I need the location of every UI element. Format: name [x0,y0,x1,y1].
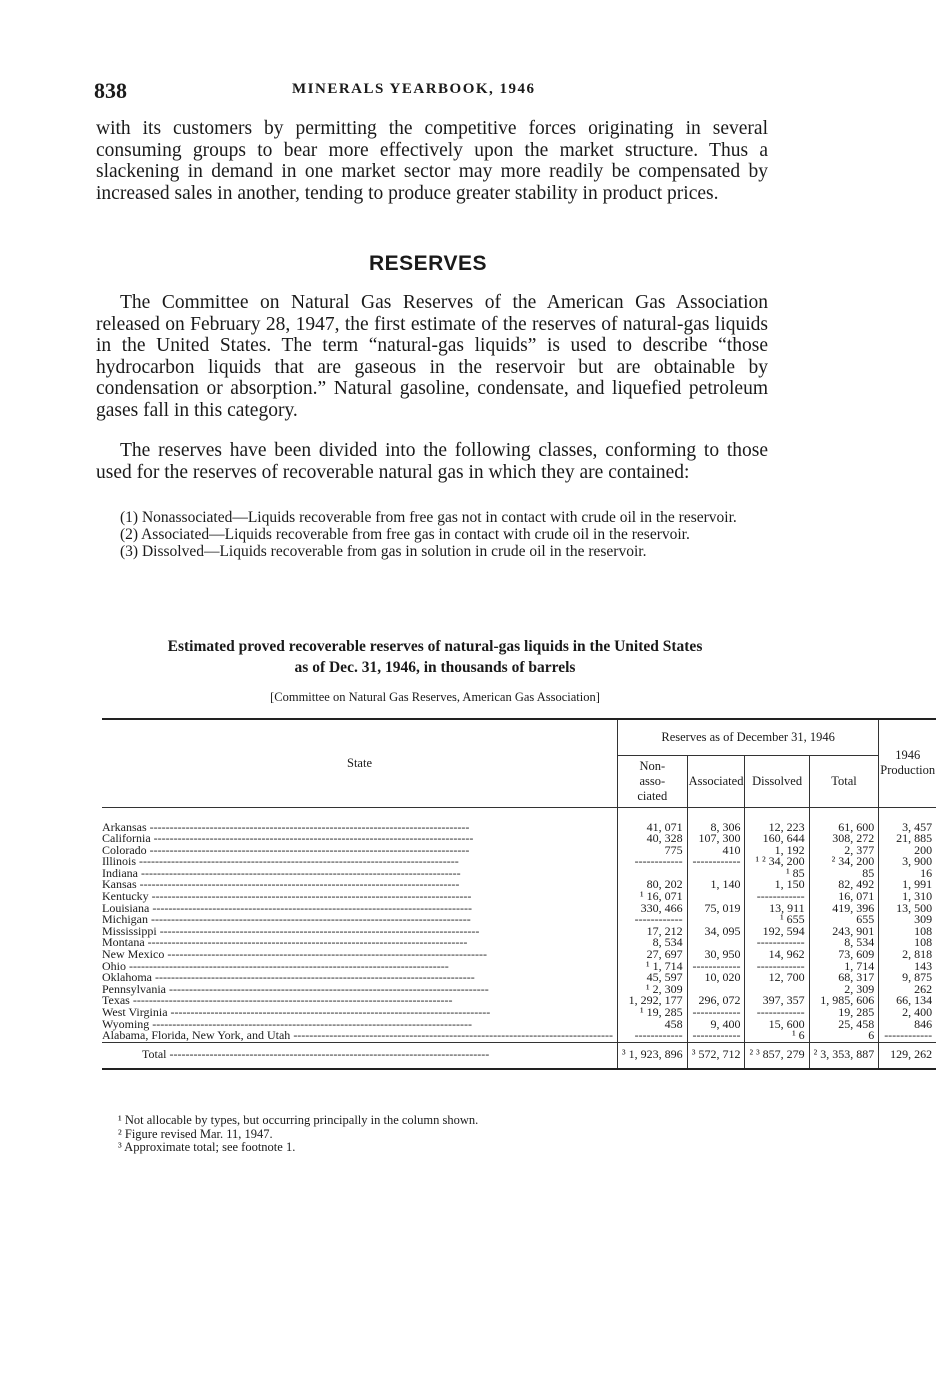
cell-nonassociated: 17, 212 [618,926,688,938]
cell-production: 1, 991 [879,879,936,891]
reserves-table [102,718,936,1070]
cell-total: 6 [809,1030,879,1042]
cell-state [102,807,618,833]
state-label: Kansas [102,877,137,892]
running-head: MINERALS YEARBOOK, 1946 [292,81,536,97]
class-item-nonassociated: (1) Nonassociated—Liquids recoverable from free gas not in contact with crude oil in the reservoir. [120,509,737,526]
state-label: Arkansas [102,819,147,834]
cell-dissolved: 12, 700 [745,972,809,984]
state-label: New Mexico [102,947,165,962]
dot-leader: -------------------------------------------------------------------------------- [167,1005,491,1019]
header-production-label: Production [880,763,936,778]
header-production [879,719,936,807]
cell-production: 108 [879,937,936,949]
dot-leader: -------------------------------------------------------------------------------- [149,900,473,915]
cell-total: 68, 317 [809,972,879,984]
dot-leader: -------------------------------------------------------------------------------- [148,912,471,927]
dot-leader: -------------------------------------------------------------------------------- [144,935,468,950]
table-title-line-1: Estimated proved recoverable reserves of natural-gas liquids in the United States [167,638,703,655]
dot-leader: -------------------------------------------------------------------------------- [136,854,459,869]
intro-paragraph: with its customers by permitting the competitive forces originating in several consuming groups to bear more effectively upon the market structure. Thus a slackening in demand in one market sector may more readily be compensated by increased sales in another, tending to produce greater stability in product prices. [96,118,768,204]
state-label: West Virginia [102,1005,168,1019]
table-source: [Committee on Natural Gas Reserves, American Gas Association] [270,690,600,704]
cell-production: 66, 134 [879,995,936,1007]
table-total-row [102,1042,936,1069]
cell-dissolved: ¹ ² 34, 200 [745,856,809,868]
table-body [102,807,936,1070]
cell-production: 108 [879,926,936,938]
cell-state [102,1030,618,1042]
state-label: Texas [102,993,130,1008]
cell-production: 846 [879,1019,936,1031]
cell-nonassociated: ------------ [618,1030,688,1042]
cell-nonassociated: 458 [618,1019,688,1031]
dot-leader: -------------------------------------------------------------------------------- [148,889,472,904]
table-bottom-rule-cell [102,1069,936,1070]
table-bottom-rule [102,1069,936,1070]
total-nonassociated: ³ 1, 923, 896 [618,1042,688,1069]
cell-production: 13, 500 [879,903,936,915]
dot-leader: -------------------------------------------------------------------------------- [137,865,461,880]
cell-total: 82, 492 [809,879,879,891]
reserve-classes-list [98,510,768,561]
state-label: Alabama, Florida, New York, and Utah [102,1028,291,1043]
cell-dissolved: ¹ 6 [745,1030,809,1042]
total-dissolved: ² ³ 857, 279 [745,1042,809,1069]
cell-production: 16 [879,868,936,880]
cell-dissolved: ¹ 85 [745,868,809,880]
state-label: Michigan [102,912,148,927]
cell-associated: 10, 020 [687,972,745,984]
cell-production: 2, 400 [879,1007,936,1019]
cell-dissolved: 1, 150 [745,879,809,891]
state-label: Kentucky [102,889,149,904]
dot-leader: -------------------------------------------------------------------------------- [146,842,470,857]
footnote-1: ¹ Not allocable by types, but occurring principally in the column shown. [118,1113,479,1127]
state-label: Louisiana [102,900,150,915]
cell-nonassociated: 775 [618,845,688,857]
table-title [100,636,770,678]
header-dissolved: Dissolved [745,755,809,807]
cell-production: 200 [879,845,936,857]
cell-total: 1, 985, 606 [809,995,879,1007]
table-footnotes [118,1114,478,1155]
state-label: Indiana [102,865,138,880]
cell-dissolved: ¹ 655 [745,914,809,926]
dot-leader: -------------------------------------------------------------------------------- [290,1028,613,1043]
cell-production: 21, 885 [879,833,936,845]
cell-production: 309 [879,914,936,926]
cell-associated: 107, 300 [687,833,745,845]
cell-associated: ------------ [687,1030,745,1042]
class-item-dissolved: (3) Dissolved—Liquids recoverable from gas in solution in crude oil in the reservoir. [120,543,647,560]
section-heading: RESERVES [369,252,487,275]
cell-total: 243, 901 [809,926,879,938]
state-label: Wyoming [102,1016,150,1031]
cell-nonassociated: ¹ 1, 714 [618,961,688,973]
cell-associated: ------------ [687,961,745,973]
cell-nonassociated: 45, 597 [618,972,688,984]
total-associated: ³ 572, 712 [687,1042,745,1069]
cell-nonassociated: 8, 534 [618,937,688,949]
cell-dissolved: 13, 911 [745,903,809,915]
dot-leader: -------------------------------------------------------------------------------- [166,981,489,996]
cell-total: ² 34, 200 [809,856,879,868]
cell-total: 655 [809,914,879,926]
header-associated: Associated [687,755,745,807]
cell-nonassociated: 1, 292, 177 [618,995,688,1007]
cell-dissolved: ------------ [745,961,809,973]
dot-leader: -------------------------------------------------------------------------------- [164,947,488,962]
cell-dissolved: 1, 192 [745,845,809,857]
cell-total: 85 [809,868,879,880]
dot-leader: -------------------------------------------------------------------------------- [129,993,453,1008]
dot-leader: -------------------------------------------------------------------------------- [166,1046,490,1061]
cell-nonassociated: 40, 328 [618,833,688,845]
cell-dissolved: 15, 600 [745,1019,809,1031]
state-label: Ohio [102,958,126,973]
dot-leader: -------------------------------------------------------------------------------- [152,970,475,985]
cell-associated: 296, 072 [687,995,745,1007]
state-label: Colorado [102,842,147,857]
cell-total: 73, 609 [809,949,879,961]
cell-production: 3, 457 [879,807,936,833]
cell-nonassociated: 41, 071 [618,807,688,833]
cell-dissolved: ------------ [745,891,809,903]
state-label: Pennsylvania [102,981,166,996]
reserves-paragraph-1: The Committee on Natural Gas Reserves of the American Gas Association released on February 28, 1947, the first estimate of the reserves of natural-gas liquids in the United States. The term “natural-gas liquids” is used to describe “those hydrocarbon liquids that are gaseous in the reservoir but are obtainable by condensation or absorption.” Natural gasoline, condensate, and liquefied petroleum gases fall in this category. [96,292,768,421]
dot-leader: -------------------------------------------------------------------------------- [150,831,474,846]
total-total: ² 3, 353, 887 [809,1042,879,1069]
state-label: Illinois [102,854,137,869]
cell-nonassociated: ------------ [618,914,688,926]
footnote-3: ³ Approximate total; see footnote 1. [118,1140,296,1154]
cell-nonassociated: ¹ 16, 071 [618,891,688,903]
cell-production: 2, 818 [879,949,936,961]
footnote-2: ² Figure revised Mar. 11, 1947. [118,1126,273,1141]
cell-total: 16, 071 [809,891,879,903]
cell-total: 1, 714 [809,961,879,973]
cell-production: 3, 900 [879,856,936,868]
class-item-associated: (2) Associated—Liquids recoverable from free gas in contact with crude oil in the reservoir. [120,526,690,543]
page-header [94,78,766,104]
header-nonassociated: Non-asso-ciated [618,755,688,807]
table-title-line-2: as of Dec. 31, 1946, in thousands of barrels [294,659,576,676]
cell-production: 262 [879,984,936,996]
cell-nonassociated: ¹ 19, 285 [618,1007,688,1019]
state-label: Montana [102,935,145,950]
cell-associated: 410 [687,845,745,857]
cell-total: 61, 600 [809,807,879,833]
cell-total: 19, 285 [809,1007,879,1019]
cell-total: 2, 309 [809,984,879,996]
dot-leader: -------------------------------------------------------------------------------- [146,819,470,834]
header-reserves-group: Reserves as of December 31, 1946 [618,719,879,755]
cell-associated: 75, 019 [687,903,745,915]
cell-dissolved: ------------ [745,937,809,949]
cell-dissolved: 192, 594 [745,926,809,938]
total-label: Total [142,1046,167,1061]
dot-leader: -------------------------------------------------------------------------------- [156,923,480,938]
cell-nonassociated: 80, 202 [618,879,688,891]
cell-associated: ------------ [687,856,745,868]
cell-total: 419, 396 [809,903,879,915]
cell-production: 143 [879,961,936,973]
cell-nonassociated: ------------ [618,856,688,868]
header-state: State [102,719,618,807]
cell-associated: 9, 400 [687,1019,745,1031]
cell-associated: 30, 950 [687,949,745,961]
state-label: Mississippi [102,923,157,938]
cell-production: 9, 875 [879,972,936,984]
table-header [102,719,936,807]
total-production: 129, 262 [879,1042,936,1069]
table-row [102,1030,936,1042]
header-production-year: 1946 [895,748,921,763]
cell-dissolved: ------------ [745,1007,809,1019]
cell-associated: 8, 306 [687,807,745,833]
cell-dissolved: 160, 644 [745,833,809,845]
cell-associated: ------------ [687,1007,745,1019]
cell-total: 2, 377 [809,845,879,857]
cell-nonassociated: ¹ 2, 309 [618,984,688,996]
cell-nonassociated: 27, 697 [618,949,688,961]
cell-dissolved: 12, 223 [745,807,809,833]
dot-leader: -------------------------------------------------------------------------------- [126,958,449,973]
header-total: Total [809,755,879,807]
cell-associated: 1, 140 [687,879,745,891]
cell-total: 25, 458 [809,1019,879,1031]
cell-total: 8, 534 [809,937,879,949]
dot-leader: -------------------------------------------------------------------------------- [149,1016,472,1031]
table-row [102,807,936,833]
cell-dissolved: 397, 357 [745,995,809,1007]
cell-production: ------------ [879,1030,936,1042]
dot-leader: -------------------------------------------------------------------------------- [136,877,460,892]
state-label: California [102,831,151,846]
cell-nonassociated: 330, 466 [618,903,688,915]
state-label: Oklahoma [102,970,152,985]
cell-dissolved: 14, 962 [745,949,809,961]
cell-production: 1, 310 [879,891,936,903]
reserves-paragraph-2: The reserves have been divided into the following classes, conforming to those used for the reserves of recoverable natural gas in which they are contained: [96,440,768,483]
page-number: 838 [94,78,127,103]
cell-associated: 34, 095 [687,926,745,938]
total-label-cell [102,1042,618,1069]
cell-total: 308, 272 [809,833,879,845]
